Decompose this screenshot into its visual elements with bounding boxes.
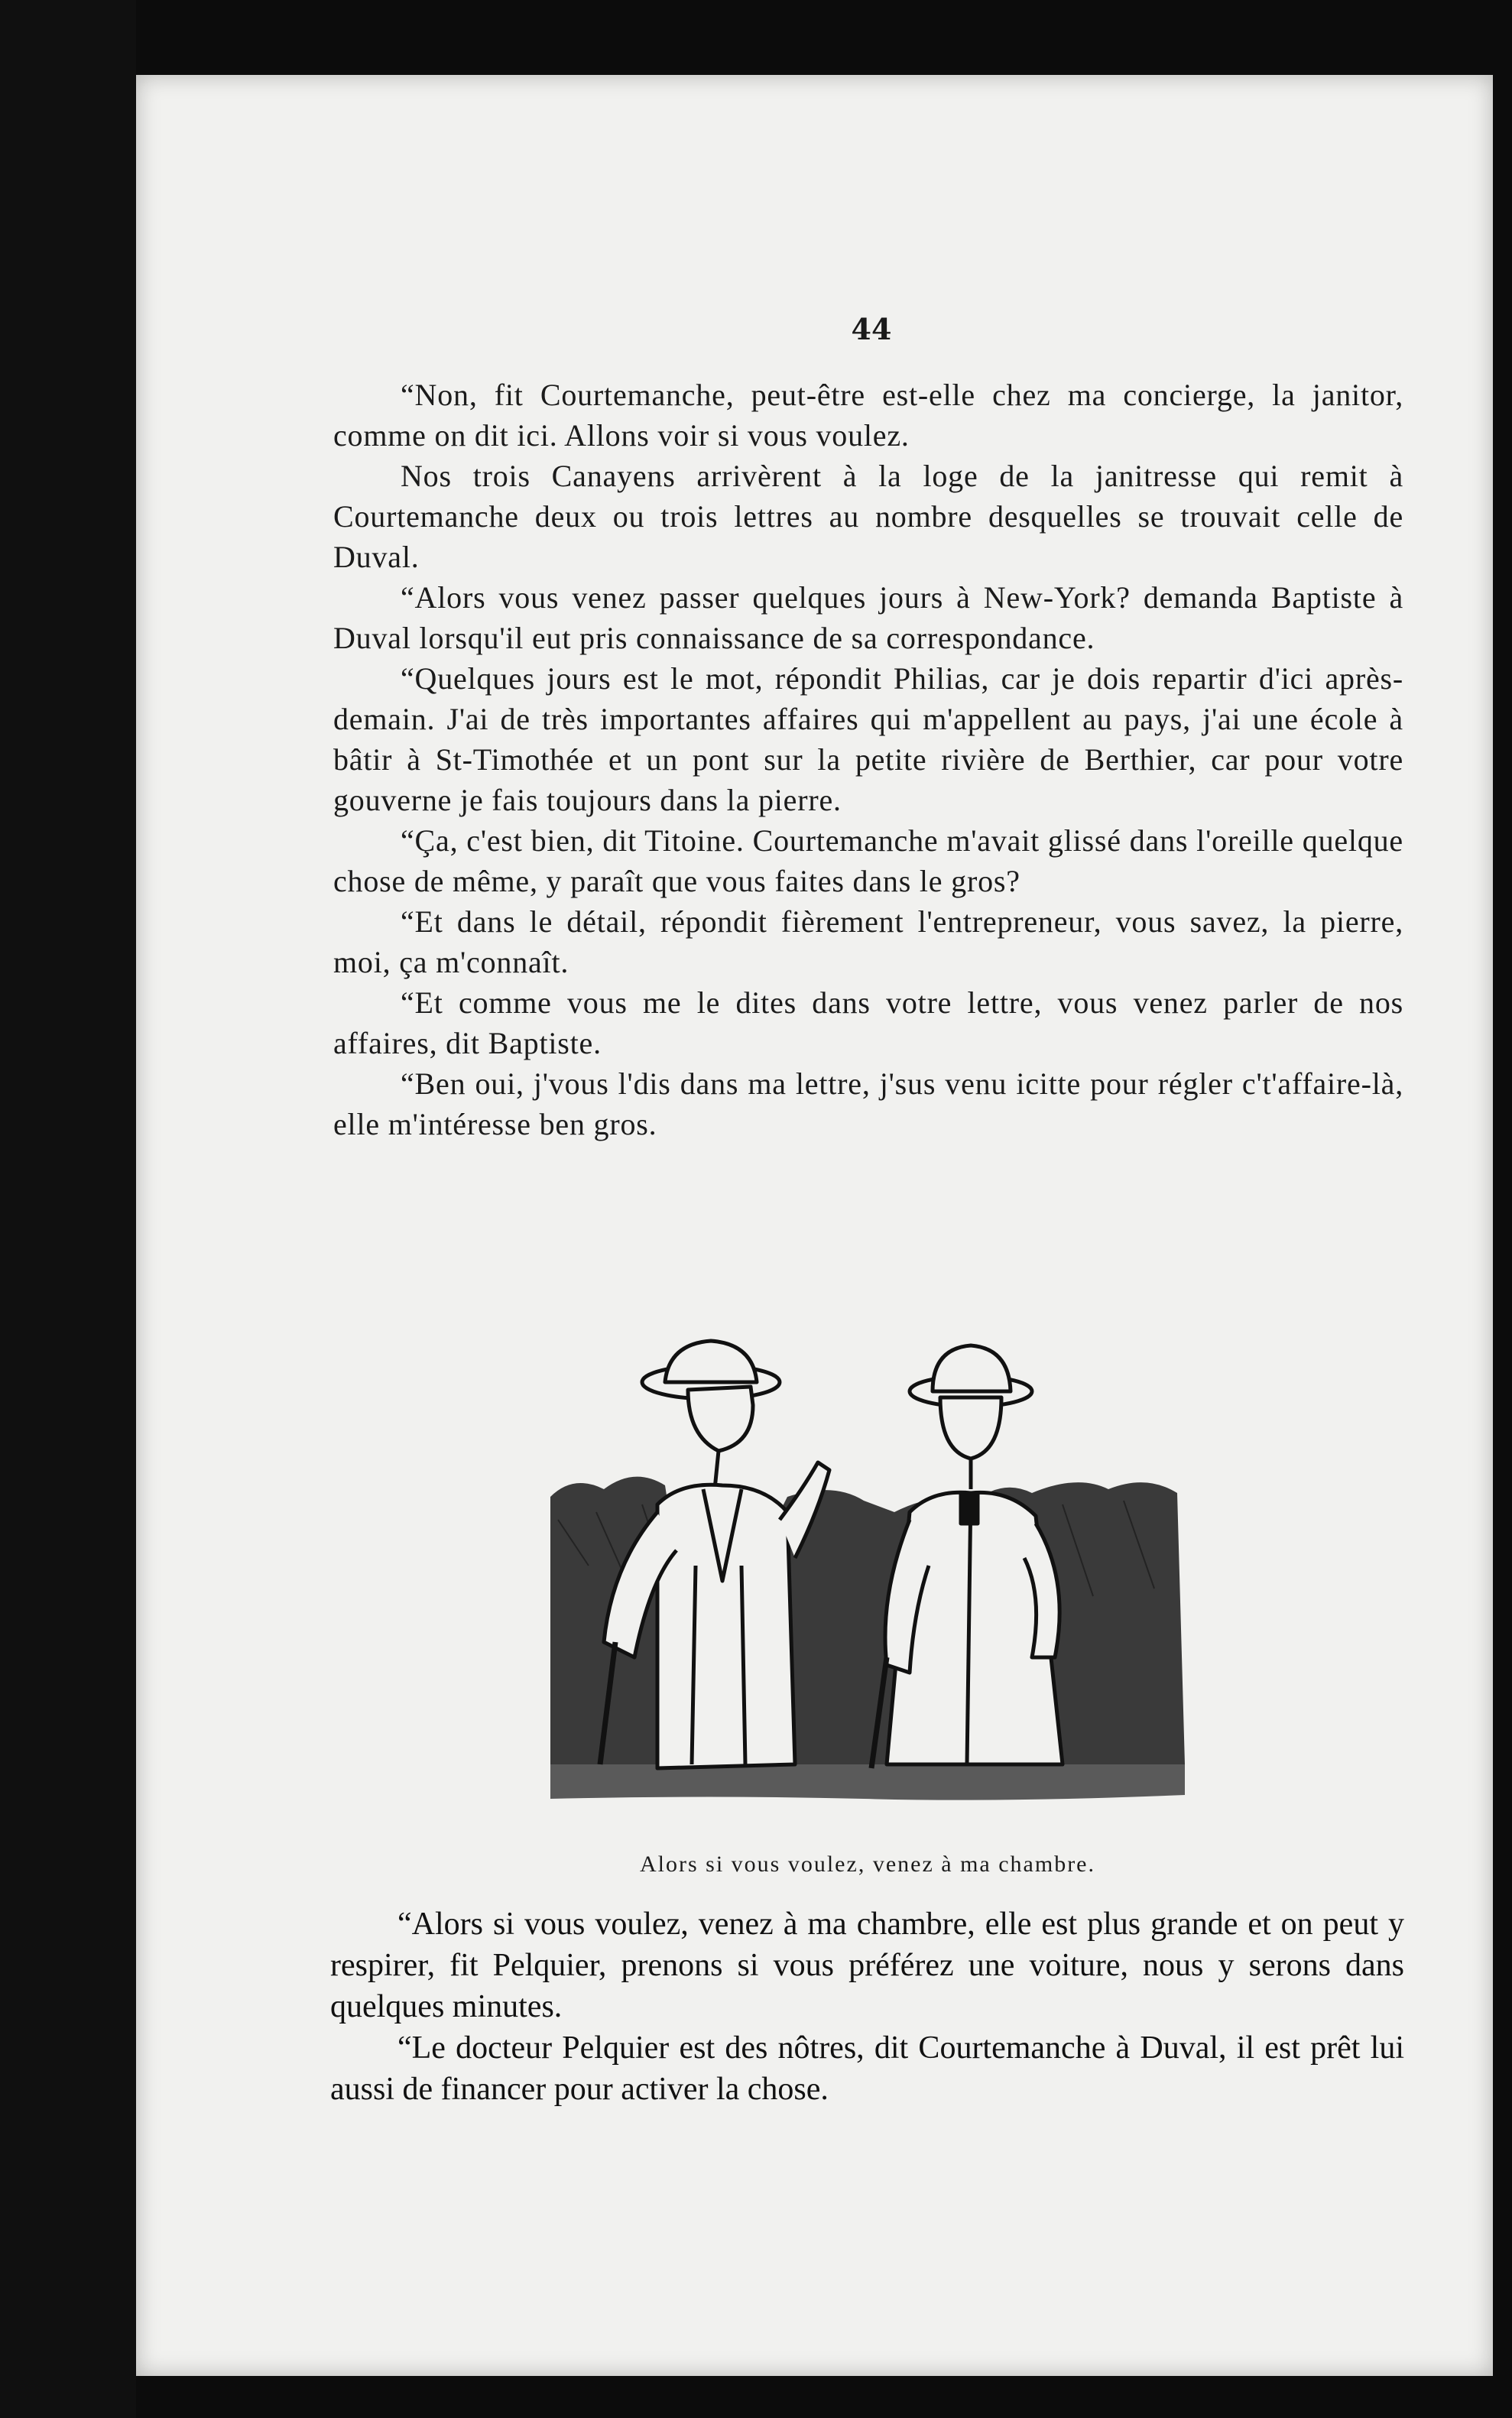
scan-border-left	[0, 0, 136, 2418]
illustration-caption: Alors si vous voulez, venez à ma chambre.	[640, 1852, 1095, 1877]
bold-body-text	[330, 1904, 1404, 2110]
paragraph-bold: “Alors si vous voulez, venez à ma chambre, elle est plus grande et on peut y respirer, fit Pelquier, prenons si vous préférez une voiture, nous y serons dans quelques minutes.	[330, 1907, 1404, 2024]
body-text	[333, 375, 1403, 1144]
paragraph: “Et dans le détail, répondit fièrement l'entrepreneur, vous savez, la pierre, moi, ça m'connaît.	[333, 904, 1403, 979]
paragraph: “Et comme vous me le dites dans votre lettre, vous venez parler de nos affaires, dit Baptiste.	[333, 985, 1403, 1060]
hedge-background	[550, 1477, 1185, 1764]
paragraph: Nos trois Canayens arrivèrent à la loge de la janitresse qui remit à Courtemanche deux ou trois lettres au nombre desquelles se trouvait celle de Duval.	[333, 459, 1403, 574]
paragraph-bold: “Le docteur Pelquier est des nôtres, dit Courtemanche à Duval, il est prêt lui aussi de financer pour activer la chose.	[330, 2030, 1404, 2107]
paragraph: “Quelques jours est le mot, répondit Philias, car je dois repartir d'ici après-demain. J'ai de très importantes affaires qui m'appellent au pays, j'ai une école à bâtir à St-Timothée et un pont sur la petite rivière de Berthier, car pour votre gouverne je fais toujours dans la pierre.	[333, 661, 1403, 817]
page-number: 44	[851, 312, 892, 346]
paragraph: “Alors vous venez passer quelques jours à New-York? demanda Baptiste à Duval lorsqu'il eut pris connaissance de sa correspondance.	[333, 580, 1403, 655]
paragraph: “Ça, c'est bien, dit Titoine. Courtemanche m'avait glissé dans l'oreille quelque chose de même, y paraît que vous faites dans le gros?	[333, 823, 1403, 898]
illustration-two-men	[543, 1336, 1192, 1841]
paragraph: “Non, fit Courtemanche, peut-être est-elle chez ma concierge, la janitor, comme on dit ici. Allons voir si vous voulez.	[333, 378, 1403, 453]
man-right	[871, 1345, 1063, 1768]
paragraph: “Ben oui, j'vous l'dis dans ma lettre, j'sus venu icitte pour régler c't'affaire-là, elle m'intéresse ben gros.	[333, 1066, 1403, 1141]
